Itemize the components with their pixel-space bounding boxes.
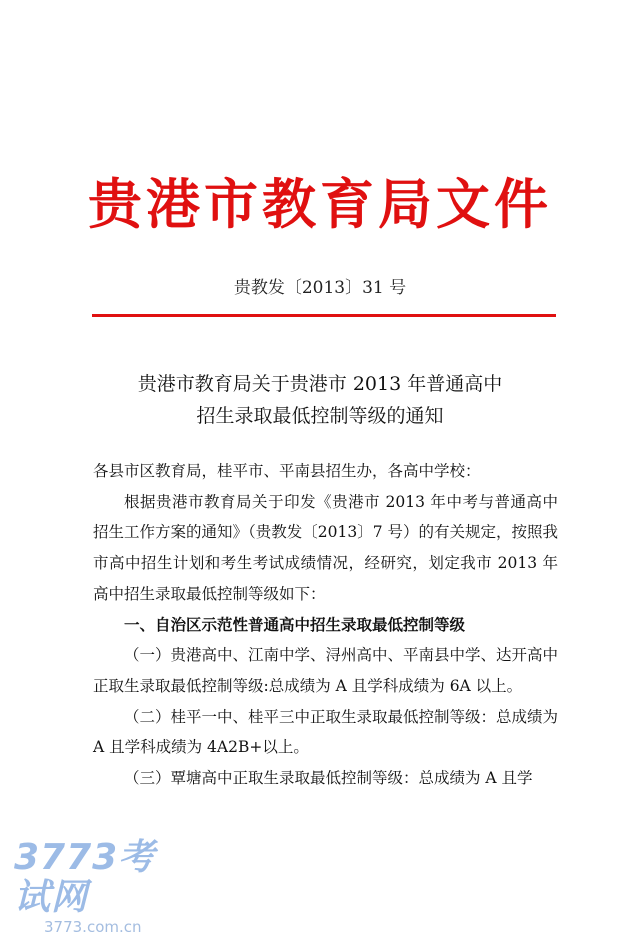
title-line-2: 招生录取最低控制等级的通知 bbox=[196, 405, 444, 427]
watermark-url: 3773.com.cn bbox=[44, 918, 142, 936]
document-masthead: 贵港市教育局文件 bbox=[88, 172, 552, 236]
site-watermark bbox=[14, 838, 184, 936]
section-heading: 一、自治区示范性普通高中招生录取最低控制等级 bbox=[124, 614, 466, 634]
list-item: （二）桂平一中、桂平三中正取生录取最低控制等级：总成绩为 A 且学科成绩为 4A2B+以上。 bbox=[93, 707, 559, 757]
title-line-1: 贵港市教育局关于贵港市 2013 年普通高中 bbox=[137, 373, 503, 395]
list-item: （三）覃塘高中正取生录取最低控制等级：总成绩为 A 且学 bbox=[124, 769, 533, 788]
salutation: 各县市区教育局，桂平市、平南县招生办，各高中学校： bbox=[93, 462, 481, 480]
watermark-logo-text: 3773考试网 bbox=[14, 837, 156, 918]
document-number: 贵教发〔2013〕31 号 bbox=[233, 278, 407, 298]
intro-paragraph: 根据贵港市教育局关于印发《贵港市 2013 年中考与普通高中招生工作方案的通知》（贵教发〔2013〕7 号）的有关规定，按照我市高中招生计划和考生考试成绩情况，经研究，划定我市 2013 年高中招生录取最低控制等级如下： bbox=[93, 492, 558, 603]
document-title bbox=[0, 368, 640, 432]
list-item: （一）贵港高中、江南中学、浔州高中、平南县中学、达开高中正取生录取最低控制等级:总成绩为 A 且学科成绩为 6A 以上。 bbox=[93, 646, 559, 695]
red-divider-line bbox=[92, 314, 556, 317]
document-body bbox=[93, 456, 558, 794]
